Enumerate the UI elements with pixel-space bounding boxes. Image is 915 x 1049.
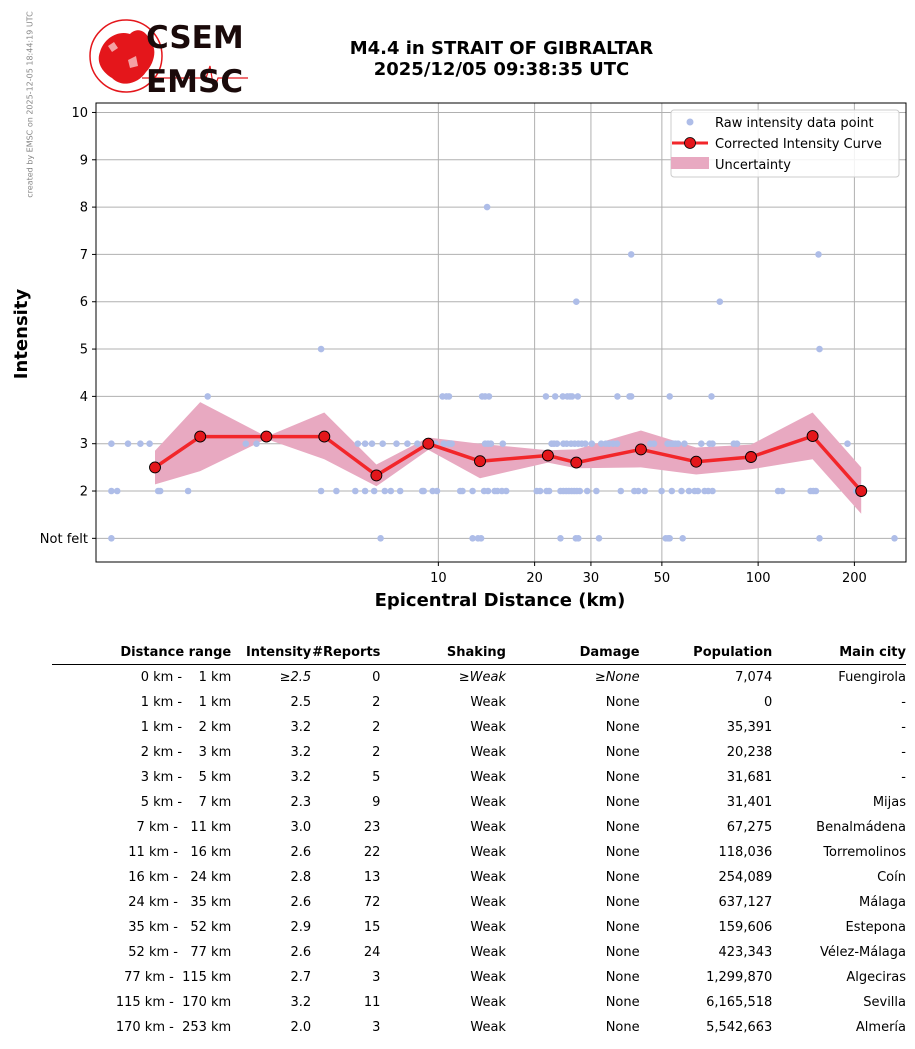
table-cell: 11 km - 16 km <box>128 845 232 860</box>
table-cell: Weak <box>470 895 506 910</box>
raw-data-point <box>681 440 688 447</box>
table-row <box>52 990 906 1015</box>
table-cell: Vélez-Málaga <box>820 945 906 960</box>
raw-data-point <box>675 440 682 447</box>
table-cell: None <box>605 795 640 810</box>
table-cell: Weak <box>470 820 506 835</box>
table-cell: 3.2 <box>290 995 312 1010</box>
raw-data-point <box>554 440 561 447</box>
intensity-table <box>52 640 906 1040</box>
raw-data-point <box>678 488 685 495</box>
corrected-curve-point <box>807 431 818 442</box>
raw-data-point <box>393 440 400 447</box>
raw-data-point <box>577 488 584 495</box>
table-cell: 0 <box>764 695 773 710</box>
table-cell: 3 km - 5 km <box>140 770 232 785</box>
y-tick-label: 8 <box>79 200 88 216</box>
corrected-curve-point <box>475 456 486 467</box>
raw-data-point <box>185 488 192 495</box>
raw-data-point <box>596 535 603 542</box>
table-cell: 31,681 <box>726 770 773 785</box>
table-cell: 7,074 <box>735 670 773 685</box>
table-header-cell: Distance range <box>52 640 231 665</box>
raw-data-point <box>698 440 705 447</box>
raw-data-point <box>382 488 389 495</box>
title-line-2: 2025/12/05 09:38:35 UTC <box>373 59 630 80</box>
table-cell: 16 km - 24 km <box>128 870 232 885</box>
y-tick-label: Not felt <box>39 531 88 547</box>
table-cell: 5 <box>372 770 381 785</box>
corrected-curve-point <box>635 444 646 455</box>
legend-uncertainty-swatch <box>671 157 709 169</box>
table-cell: 2 km - 3 km <box>140 745 232 760</box>
raw-data-point <box>108 535 115 542</box>
table-cell: 2 <box>372 695 381 710</box>
raw-data-point <box>658 488 665 495</box>
x-tick-label: 30 <box>582 571 600 586</box>
table-row <box>52 790 906 815</box>
raw-data-point <box>813 488 820 495</box>
legend-curve-marker <box>685 138 696 149</box>
raw-data-point <box>397 488 404 495</box>
raw-data-point <box>318 346 325 353</box>
table-cell: - <box>901 695 906 710</box>
corrected-curve-point <box>423 438 434 449</box>
raw-data-point <box>734 440 741 447</box>
raw-data-point <box>414 440 421 447</box>
y-tick-label: 2 <box>79 484 88 500</box>
table-cell: Málaga <box>859 895 906 910</box>
raw-data-point <box>137 440 144 447</box>
table-cell: 24 km - 35 km <box>128 895 232 910</box>
raw-data-point <box>543 393 550 400</box>
corrected-curve-point <box>571 457 582 468</box>
title-line-1: M4.4 in STRAIT OF GIBRALTAR <box>349 38 654 59</box>
table-cell: Benalmádena <box>816 820 906 835</box>
table-cell: 2.0 <box>290 1020 312 1035</box>
raw-data-point <box>641 488 648 495</box>
table-header-row <box>52 640 906 665</box>
legend-label-raw: Raw intensity data point <box>715 116 874 131</box>
table-cell: 115 km - 170 km <box>115 995 232 1010</box>
table-cell: Estepona <box>845 920 906 935</box>
table-cell: 170 km - 253 km <box>115 1020 232 1035</box>
table-cell: 3 <box>372 1020 381 1035</box>
table-cell: 254,089 <box>718 870 773 885</box>
table-cell: 1 km - 1 km <box>140 695 232 710</box>
table-header-cell: Population <box>640 640 773 665</box>
table-cell: Weak <box>470 720 506 735</box>
tick-labels <box>40 106 867 586</box>
raw-data-point <box>362 440 369 447</box>
table-cell: 52 km - 77 km <box>128 945 232 960</box>
table-cell: 2.6 <box>290 845 312 860</box>
raw-data-point <box>816 535 823 542</box>
table-cell: 2.6 <box>290 895 312 910</box>
table-row <box>52 865 906 890</box>
raw-data-point <box>593 488 600 495</box>
raw-data-point <box>379 440 386 447</box>
y-tick-label: 4 <box>79 389 88 405</box>
table-cell: Sevilla <box>863 995 906 1010</box>
table-cell: Weak <box>470 995 506 1010</box>
table-cell: 11 <box>363 995 381 1010</box>
x-tick-label: 10 <box>430 571 447 586</box>
raw-data-point <box>488 440 495 447</box>
raw-data-point <box>404 440 411 447</box>
table-row <box>52 665 906 691</box>
raw-data-point <box>114 488 121 495</box>
table-cell: 1,299,870 <box>706 970 773 985</box>
table-cell: 2.7 <box>290 970 312 985</box>
raw-data-point <box>573 298 580 305</box>
table-cell: ≥2.5 <box>279 670 312 685</box>
x-tick-label: 200 <box>841 571 867 586</box>
table-row <box>52 1015 906 1040</box>
raw-data-point <box>709 488 716 495</box>
raw-data-point <box>815 251 822 258</box>
table-cell: None <box>605 945 640 960</box>
raw-data-point <box>388 488 395 495</box>
raw-data-point <box>695 488 702 495</box>
table-cell: 2.9 <box>290 920 312 935</box>
raw-data-point <box>484 204 491 211</box>
raw-data-point <box>362 488 369 495</box>
raw-data-point <box>434 488 441 495</box>
corrected-curve-point <box>195 431 206 442</box>
table-cell: 23 <box>363 820 381 835</box>
table-cell: Weak <box>470 870 506 885</box>
corrected-curve-point <box>319 431 330 442</box>
table-header-cell: Intensity <box>231 640 311 665</box>
x-tick-label: 100 <box>745 571 771 586</box>
corrected-curve-point <box>856 486 867 497</box>
table-cell: 118,036 <box>718 845 773 860</box>
table-cell: - <box>901 720 906 735</box>
table-cell: 22 <box>363 845 381 860</box>
y-tick-label: 7 <box>79 247 88 263</box>
table-cell: ≥Weak <box>458 670 506 685</box>
table-cell: 1 km - 2 km <box>140 720 232 735</box>
raw-data-point <box>243 440 250 447</box>
table-row <box>52 740 906 765</box>
raw-data-point <box>355 440 362 447</box>
raw-data-point <box>779 488 786 495</box>
table-cell: Mijas <box>872 795 906 810</box>
table-cell: 2.6 <box>290 945 312 960</box>
y-tick-label: 10 <box>71 105 88 121</box>
raw-data-point <box>420 488 427 495</box>
raw-data-point <box>537 488 544 495</box>
raw-data-point <box>569 393 576 400</box>
raw-data-point <box>500 440 507 447</box>
raw-data-point <box>891 535 898 542</box>
raw-data-point <box>448 440 455 447</box>
table-cell: None <box>605 970 640 985</box>
logo-text-top: CSEM <box>146 20 244 56</box>
raw-data-point <box>669 488 676 495</box>
table-cell: 67,275 <box>726 820 773 835</box>
table-cell: 3.2 <box>290 770 312 785</box>
raw-data-point <box>503 488 510 495</box>
table-cell: 35 km - 52 km <box>128 920 232 935</box>
raw-data-point <box>575 535 582 542</box>
corrected-curve-point <box>542 450 553 461</box>
raw-data-point <box>635 488 642 495</box>
raw-data-point <box>651 440 658 447</box>
raw-data-point <box>666 535 673 542</box>
creation-note: created by EMSC on 2025-12-05 18:44:19 UTC <box>25 11 35 198</box>
raw-data-point <box>546 488 553 495</box>
table-cell: 2.5 <box>290 695 312 710</box>
table-cell: 2.3 <box>290 795 312 810</box>
table-cell: 2.8 <box>290 870 312 885</box>
table-cell: 13 <box>363 870 381 885</box>
raw-data-point <box>146 440 153 447</box>
raw-data-point <box>552 393 559 400</box>
table-header-cell: Main city <box>772 640 906 665</box>
raw-data-point <box>589 440 596 447</box>
table-cell: None <box>605 870 640 885</box>
table-cell: Weak <box>470 945 506 960</box>
raw-data-point <box>708 393 715 400</box>
raw-data-point <box>582 440 589 447</box>
table-cell: None <box>605 1020 640 1035</box>
raw-data-point <box>377 535 384 542</box>
table-cell: 3.0 <box>290 820 312 835</box>
table-cell: Torremolinos <box>823 845 906 860</box>
table-row <box>52 915 906 940</box>
raw-data-point <box>666 393 673 400</box>
corrected-curve-point <box>691 456 702 467</box>
table-cell: 77 km - 115 km <box>124 970 232 985</box>
table-cell: None <box>605 995 640 1010</box>
raw-data-point <box>157 488 164 495</box>
raw-data-point <box>478 535 485 542</box>
table-cell: 31,401 <box>726 795 773 810</box>
table-cell: 35,391 <box>726 720 773 735</box>
table-cell: Weak <box>470 1020 506 1035</box>
table-cell: None <box>605 745 640 760</box>
table-cell: 0 <box>372 670 381 685</box>
raw-data-point <box>614 393 621 400</box>
table-cell: 6,165,518 <box>706 995 773 1010</box>
raw-data-point <box>557 535 564 542</box>
table-body <box>52 665 906 1041</box>
raw-data-point <box>575 393 582 400</box>
table-cell: Weak <box>470 695 506 710</box>
raw-data-point <box>318 488 325 495</box>
table-cell: 24 <box>363 945 381 960</box>
legend-label-uncertainty: Uncertainty <box>715 158 791 173</box>
raw-data-point <box>108 488 115 495</box>
table-row <box>52 765 906 790</box>
raw-data-point <box>371 488 378 495</box>
table-cell: Algeciras <box>846 970 906 985</box>
table-cell: 159,606 <box>718 920 773 935</box>
table-cell: None <box>605 770 640 785</box>
raw-data-point <box>816 346 823 353</box>
table-cell: Weak <box>470 770 506 785</box>
table-cell: Almería <box>855 1020 906 1035</box>
table-cell: None <box>605 920 640 935</box>
table-cell: 9 <box>372 795 381 810</box>
table-cell: Coín <box>877 870 906 885</box>
table-cell: 7 km - 11 km <box>136 820 232 835</box>
table-cell: Weak <box>470 845 506 860</box>
table-cell: Weak <box>470 795 506 810</box>
raw-data-point <box>469 488 476 495</box>
raw-data-point <box>446 393 453 400</box>
x-axis-label: Epicentral Distance (km) <box>374 590 626 611</box>
table-cell: 3.2 <box>290 745 312 760</box>
table-header-cell: #Reports <box>311 640 380 665</box>
table-header-cell: Damage <box>506 640 640 665</box>
y-tick-label: 5 <box>79 342 88 358</box>
table-row <box>52 840 906 865</box>
table-cell: None <box>605 895 640 910</box>
legend-label-curve: Corrected Intensity Curve <box>715 137 882 152</box>
table-cell: 5 km - 7 km <box>140 795 232 810</box>
table-cell: 637,127 <box>718 895 773 910</box>
table-cell: 0 km - 1 km <box>140 670 232 685</box>
raw-data-point <box>459 488 466 495</box>
corrected-curve-point <box>150 462 161 473</box>
raw-data-point <box>369 440 376 447</box>
table-cell: 72 <box>363 895 381 910</box>
raw-data-point <box>486 393 493 400</box>
y-tick-label: 3 <box>79 437 88 453</box>
raw-data-point <box>679 535 686 542</box>
table-cell: 5,542,663 <box>706 1020 773 1035</box>
table-row <box>52 690 906 715</box>
legend-raw-marker <box>687 119 694 126</box>
raw-data-point <box>333 488 340 495</box>
table-cell: Weak <box>470 745 506 760</box>
raw-data-point <box>628 393 635 400</box>
x-tick-label: 50 <box>653 571 671 586</box>
raw-data-point <box>628 251 635 258</box>
table-cell: Fuengirola <box>838 670 906 685</box>
table-cell: Weak <box>470 970 506 985</box>
corrected-curve-point <box>371 470 382 481</box>
table-row <box>52 815 906 840</box>
raw-data-point <box>844 440 851 447</box>
y-axis-label: Intensity <box>11 288 32 380</box>
raw-data-point <box>717 298 724 305</box>
y-tick-label: 9 <box>79 153 88 169</box>
table-row <box>52 965 906 990</box>
table-cell: None <box>605 845 640 860</box>
raw-data-point <box>709 440 716 447</box>
table-cell: 3.2 <box>290 720 312 735</box>
table-cell: None <box>605 820 640 835</box>
table-cell: ≥None <box>594 670 640 685</box>
table-cell: 423,343 <box>718 945 773 960</box>
table-cell: Weak <box>470 920 506 935</box>
corrected-curve-point <box>746 452 757 463</box>
table-cell: None <box>605 695 640 710</box>
legend <box>671 110 899 177</box>
table-row <box>52 715 906 740</box>
raw-data-point <box>352 488 359 495</box>
table-cell: 3 <box>372 970 381 985</box>
table-cell: - <box>901 745 906 760</box>
table-cell: 2 <box>372 720 381 735</box>
corrected-curve-point <box>261 431 272 442</box>
table-row <box>52 890 906 915</box>
table-cell: None <box>605 720 640 735</box>
logo-text-bottom: EMSC <box>146 64 244 98</box>
table-cell: 15 <box>363 920 381 935</box>
y-tick-label: 6 <box>79 295 88 311</box>
raw-data-point <box>125 440 132 447</box>
raw-data-point <box>584 488 591 495</box>
raw-data-point <box>253 440 260 447</box>
raw-data-point <box>614 440 621 447</box>
table-cell: - <box>901 770 906 785</box>
raw-data-point <box>108 440 115 447</box>
x-tick-label: 20 <box>526 571 543 586</box>
raw-data-point <box>485 488 492 495</box>
table-header-cell: Shaking <box>380 640 506 665</box>
table-cell: 20,238 <box>726 745 773 760</box>
table-cell: 2 <box>372 745 381 760</box>
table-row <box>52 940 906 965</box>
raw-data-point <box>618 488 625 495</box>
raw-data-point <box>204 393 211 400</box>
